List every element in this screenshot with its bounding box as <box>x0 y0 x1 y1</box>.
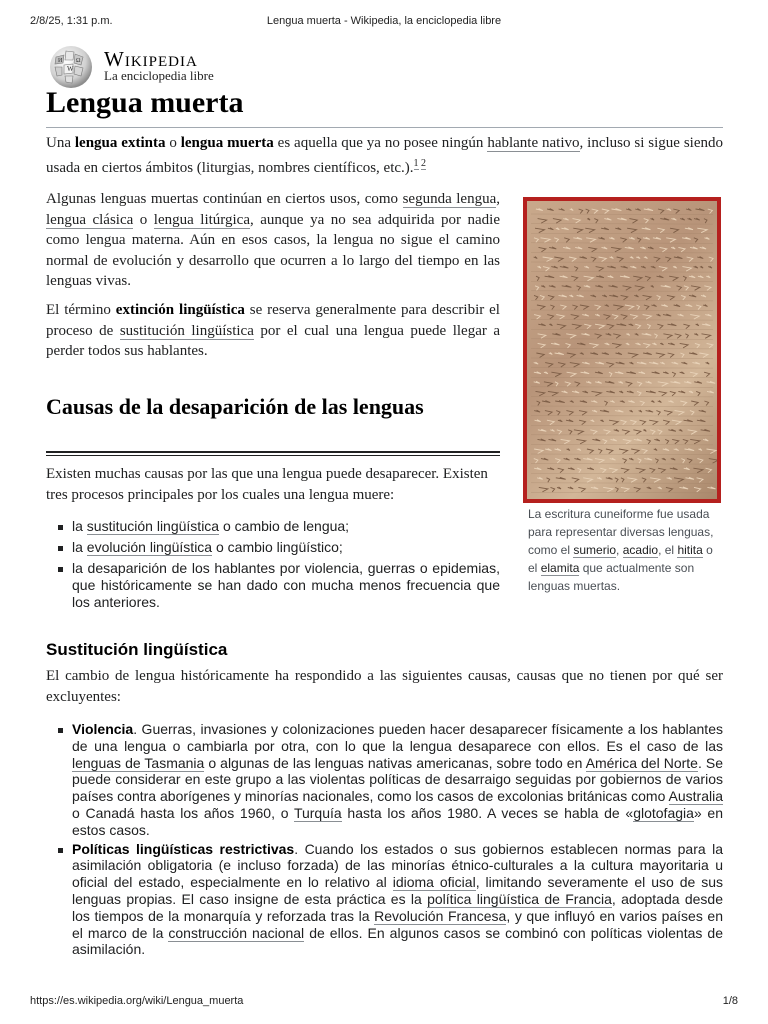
lead-paragraph: Una lengua extinta o lengua muerta es aquella que ya no posee ningún hablante nativo, incluso si sigue siendo usada en ciertos ámbitos (liturgias, nombres científicos, etc.).$^{1 2}$ <box>46 135 723 176</box>
section-divider <box>46 455 500 456</box>
print-page-number: 1/8 <box>722 995 738 1007</box>
section-heading-causas: Causas de la desaparición de las lenguas <box>46 394 424 419</box>
bold-term: lengua extinta <box>74 135 166 151</box>
bold-term: Violencia <box>72 721 134 737</box>
paragraph: El cambio de lengua históricamente ha respondido a las siguientes causas, causas que no tienen por qué ser excluyentes: <box>46 668 723 705</box>
svg-text:W: W <box>67 65 74 73</box>
bold-term: Políticas lingüísticas restrictivas <box>72 840 295 857</box>
page-title: Lengua muerta <box>46 86 244 119</box>
list-item: la sustitución lingüística o cambio de lengua; <box>56 518 500 535</box>
svg-text:И: И <box>58 58 63 64</box>
print-url: https://es.wikipedia.org/wiki/Lengua_muerta <box>30 995 244 1007</box>
substitution-causes-list <box>56 721 723 960</box>
figure-caption: La escritura cuneiforme fue usada para representar diversas lenguas, como el sumerio, acadio, el hitita o el elamita que actualmente son lenguas muertas. <box>528 507 714 593</box>
link-hablante-nativo[interactable]: hablante nativo <box>487 135 580 151</box>
figure-cuneiform-tablet[interactable] <box>523 197 721 503</box>
subsection-heading-sustitucion: Sustitución lingüística <box>46 640 228 659</box>
link-lenguas-de-tasmania[interactable]: lenguas de Tasmania <box>72 754 205 771</box>
title-divider <box>46 127 723 128</box>
link-lengua-liturgica[interactable]: lengua litúrgica <box>153 211 250 228</box>
print-datetime: 2/8/25, 1:31 p.m. <box>30 15 113 27</box>
brand-tagline: La enciclopedia libre <box>104 68 214 83</box>
list-item: Violencia. Guerras, invasiones y colonizaciones pueden hacer desaparecer físicamente a los hablantes de una lengua o cambiarla por otra, con lo que la lengua desaparece con ellos. Es el caso de las lenguas de Tasmania o algunas de las lenguas nativas americanas, sobre todo en América del Norte. Se puede considerar en este grupo a las violentas políticas de desarraigo seguidas por gobiernos de varios países contra aborígenes y minorías nacionales, como los casos de excolonias británicas como Australia o Canadá hasta los años 1960, o Turquía hasta los años 1980. A veces se habla de «glotofagia» en estos casos. <box>56 721 723 839</box>
print-footer <box>30 995 738 1011</box>
bold-term: lengua muerta <box>180 135 274 151</box>
section-divider <box>46 451 500 453</box>
paragraph: Existen muchas causas por las que una lengua puede desaparecer. Existen tres procesos principales por los cuales una lengua muere: <box>46 466 488 503</box>
causes-list <box>56 518 500 615</box>
bold-term: extinción lingüística <box>115 302 245 318</box>
link-politica-linguistica-de-francia[interactable]: política lingüística de Francia <box>427 890 612 907</box>
list-item: la evolución lingüística o cambio lingüístico; <box>56 539 500 556</box>
link-idioma-oficial[interactable]: idioma oficial <box>392 874 476 891</box>
link-lengua-clasica[interactable]: lengua clásica <box>46 211 134 228</box>
link-sustitucion-linguistica[interactable]: sustitución lingüística <box>119 322 254 339</box>
print-doc-title: Lengua muerta - Wikipedia, la enciclopedia libre <box>266 15 502 27</box>
reference-1[interactable]: 1 <box>413 157 419 169</box>
link-acadio[interactable]: acadio <box>622 543 659 557</box>
list-item: Políticas lingüísticas restrictivas. Cuando los estados o sus gobiernos establecen normas para la asimilación obligatoria (e incluso forzada) de las minorías étnico-culturales a la cultura mayoritaria u oficial del estado, especialmente en lo relativo al idioma oficial, limitando severamente el uso de sus lenguas propias. El caso insigne de esta práctica es la política lingüística de Francia, adoptada desde los tiempos de la monarquía y reforzada tras la Revolución Francesa, y que influyó en varios países en el marco de la construcción nacional de ellos. En algunos casos se combinó con políticas violentas de asimilación. <box>56 841 723 959</box>
link-turquia[interactable]: Turquía <box>293 804 342 821</box>
paragraph: El término extinción lingüística se reserva generalmente para describir el proceso de sustitución lingüística por el cual una lengua puede llegar a perder todos sus hablantes. <box>46 302 501 359</box>
link-sustitucion-linguistica[interactable]: sustitución lingüística <box>86 518 220 534</box>
link-evolucion-linguistica[interactable]: evolución lingüística <box>86 539 213 555</box>
link-australia[interactable]: Australia <box>668 788 723 805</box>
list-item: la desaparición de los hablantes por violencia, guerras o epidemias, que históricamente se han dado con mucha menos frecuencia que los anteriores. <box>56 560 500 611</box>
link-sumerio[interactable]: sumerio <box>573 543 617 557</box>
cuneiform-tablet-image <box>527 201 717 499</box>
link-glotofagia[interactable]: glotofagia <box>633 804 694 821</box>
link-elamita[interactable]: elamita <box>540 561 580 575</box>
link-america-del-norte[interactable]: América del Norte <box>585 754 698 771</box>
link-revolucion-francesa[interactable]: Revolución Francesa <box>374 907 507 924</box>
svg-text:Ω: Ω <box>76 58 81 64</box>
link-construccion-nacional[interactable]: construcción nacional <box>168 924 305 941</box>
link-hitita[interactable]: hitita <box>677 543 703 557</box>
link-segunda-lengua[interactable]: segunda lengua <box>402 191 497 207</box>
wikipedia-globe-icon[interactable] <box>46 43 96 89</box>
brand-wordmark[interactable]: Wikipedia <box>104 47 198 71</box>
print-header <box>30 15 738 31</box>
paragraph: Algunas lenguas muertas continúan en ciertos usos, como segunda lengua, lengua clásica o lengua litúrgica, aunque ya no sea adquirida por nadie como lengua materna. Aún en esos casos, la lengua no sigue el camino normal de evolución y desarrollo que ocurren a lo largo del tiempo en las lenguas vivas. <box>46 191 500 289</box>
reference-2[interactable]: 2 <box>421 157 427 169</box>
